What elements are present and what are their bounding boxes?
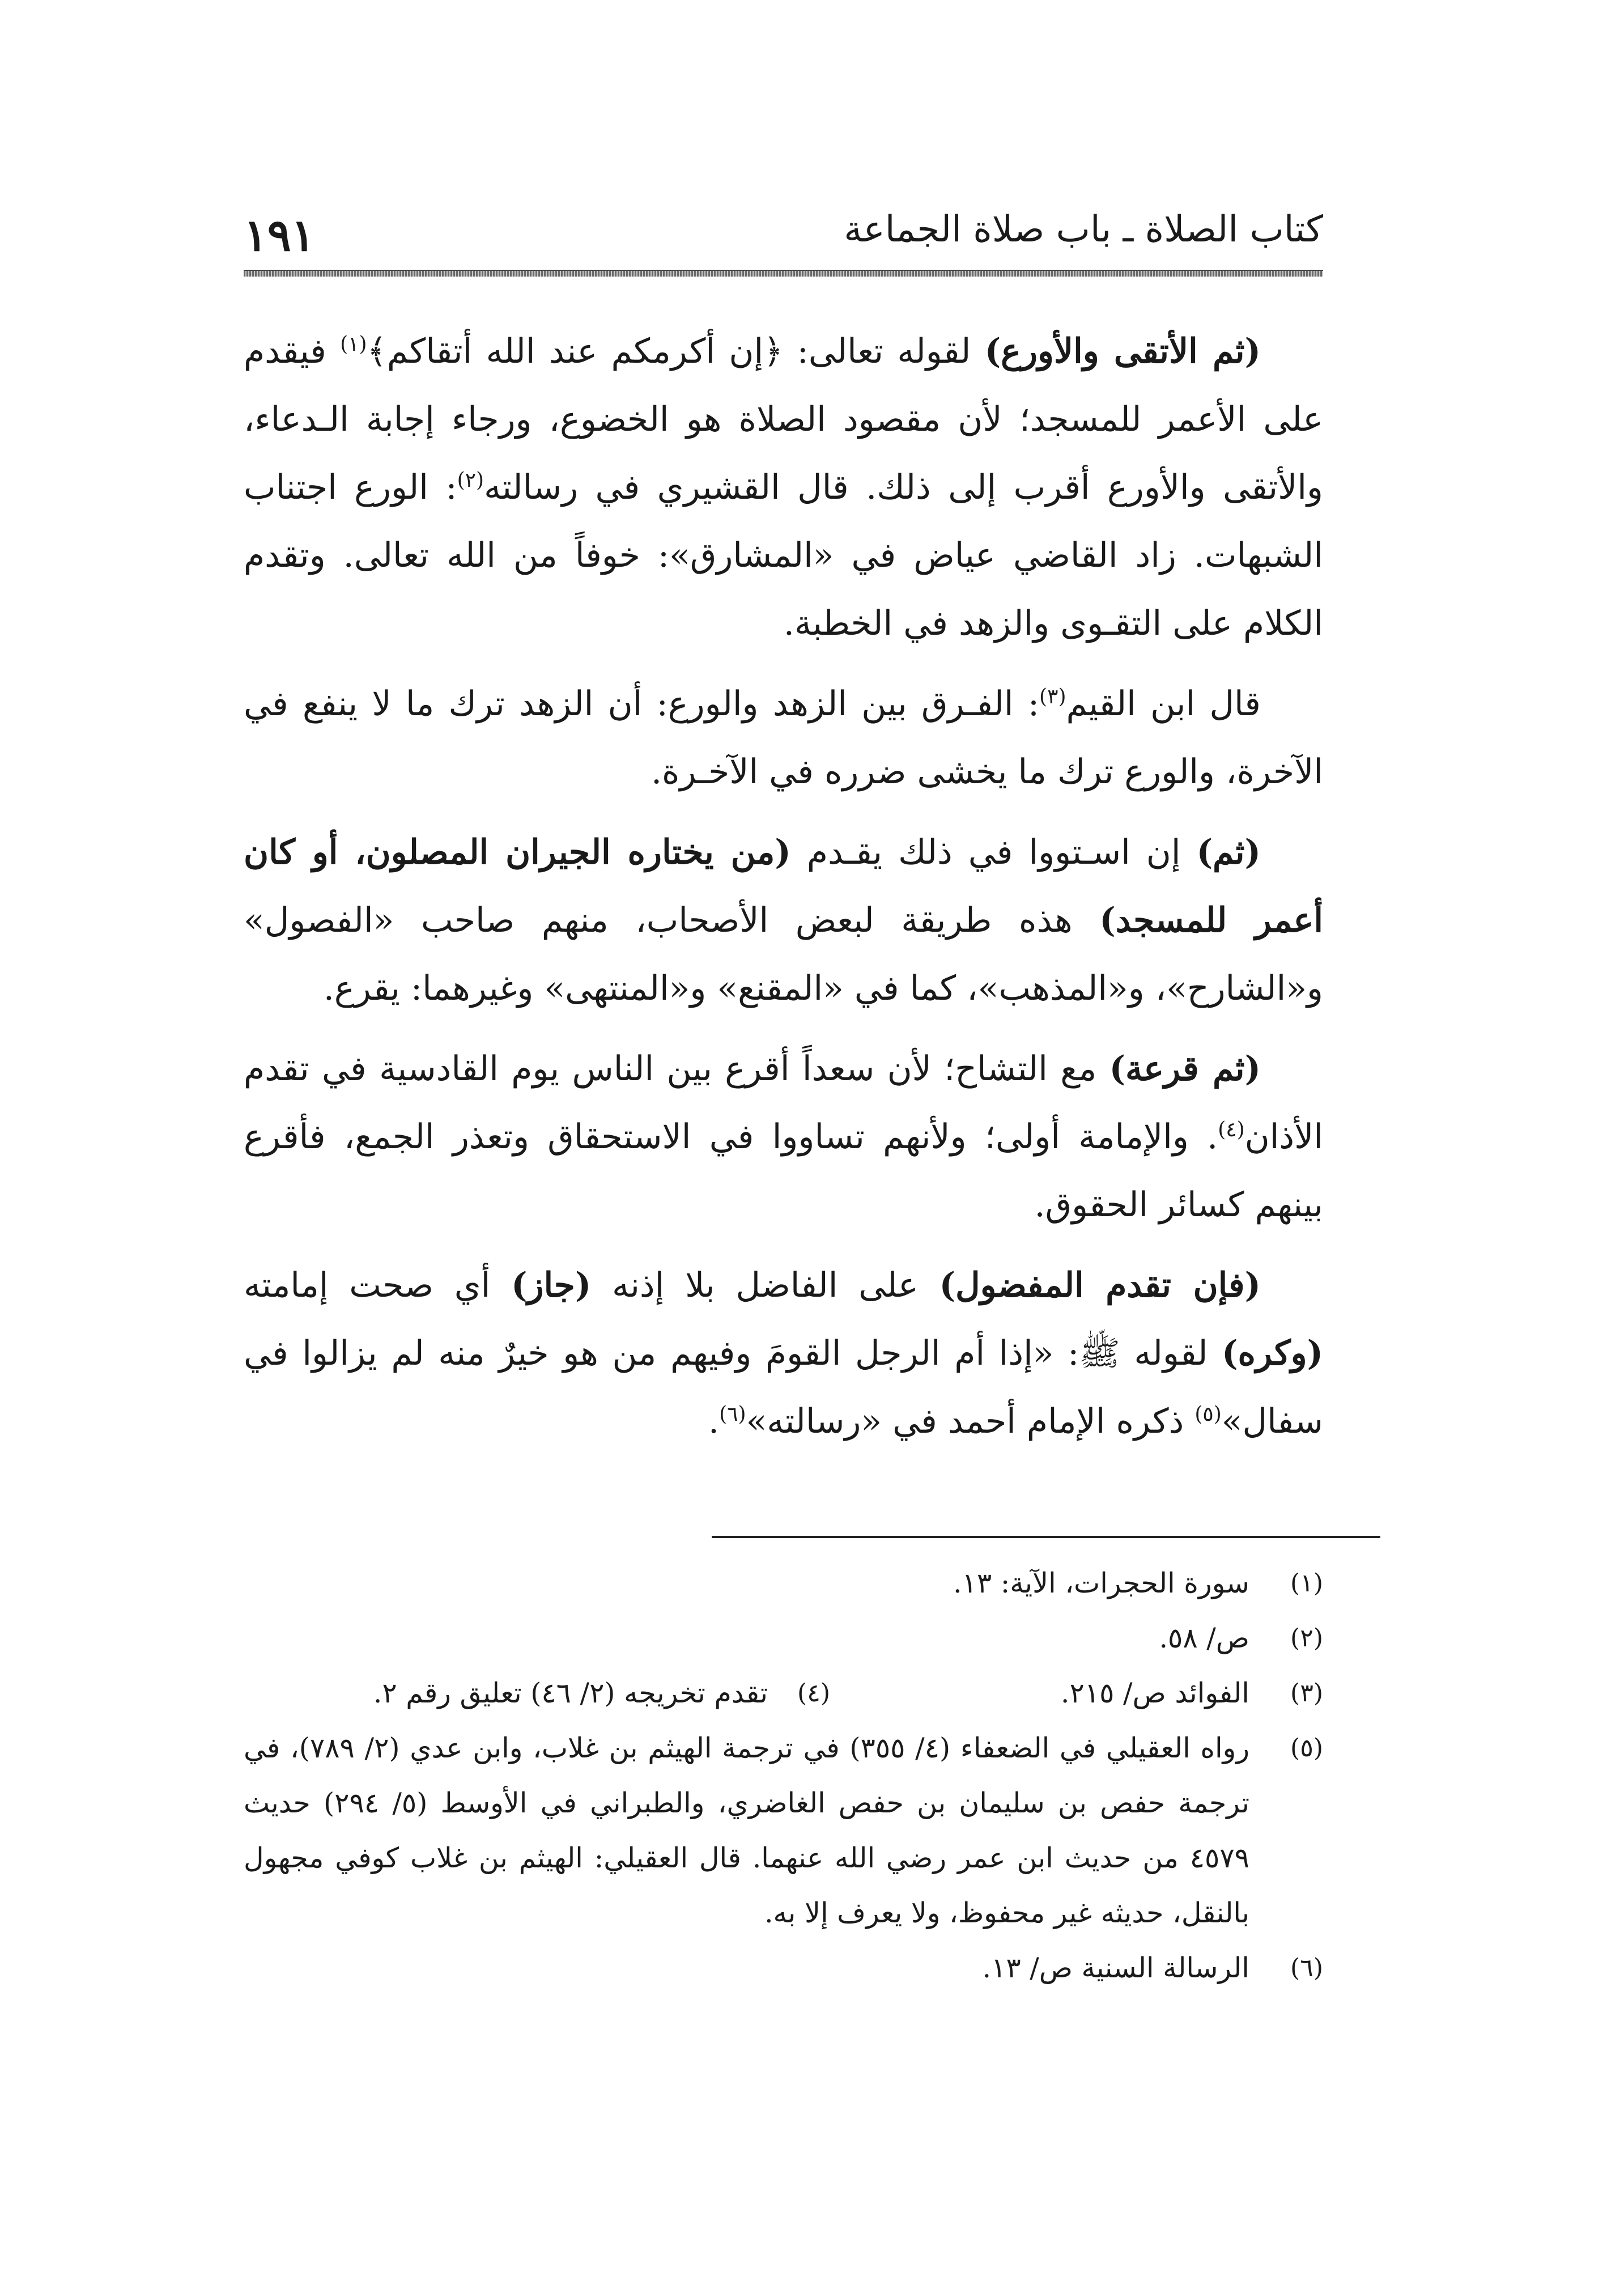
footnote-text: الرسالة السنية ص/ ١٣. [982, 1952, 1249, 1984]
page-number: ١٩١ [244, 210, 315, 261]
footnote-text: ص/ ٥٨. [1159, 1622, 1249, 1654]
bold-phrase: (وكره) [1222, 1334, 1323, 1373]
running-title: كتاب الصلاة ـ باب صلاة الجماعة [844, 209, 1323, 250]
footnote-ref: (١) [340, 333, 367, 356]
footnote-ref: (٥) [1194, 1403, 1222, 1426]
paragraph-5 [244, 1251, 1323, 1455]
text-run: لقوله ﷺ: «إذا أم الرجل القومَ وفيهم من هو خيرٌ منه لم يزالوا في سفال» [244, 1334, 1323, 1441]
footnote-number: (٤) [797, 1679, 830, 1708]
footnote-separator [712, 1536, 1380, 1538]
text-run: . [708, 1402, 720, 1441]
footnote-number: (٣) [1290, 1679, 1323, 1708]
main-text [244, 317, 1323, 1468]
bold-phrase: (فإن تقدم المفضول) [939, 1266, 1261, 1305]
footnote-ref: (٣) [1039, 685, 1066, 708]
paragraph-3 [244, 818, 1323, 1022]
bold-phrase: (جاز) [511, 1266, 592, 1305]
footnote-number: (٦) [1290, 1954, 1323, 1982]
text-run: : الفـرق بين الزهد والورع: أن الزهد ترك ما لا ينفع في الآخرة، والورع ترك ما يخشى ضرره في الآخـرة. [244, 684, 1323, 792]
bold-phrase: (ثم) [1196, 833, 1261, 872]
footnote-5 [244, 1721, 1323, 1940]
footnote-text: تقدم تخريجه (٢/ ٤٦) تعليق رقم ٢. [373, 1677, 768, 1709]
footnote-1 [244, 1556, 1323, 1611]
footnote-number: (٥) [1290, 1734, 1323, 1763]
footnote-3-4 [244, 1666, 1323, 1721]
text-run: أي صحت إمامته [244, 1266, 512, 1305]
footnote-text: سورة الحجرات، الآية: ١٣. [953, 1567, 1249, 1599]
footnote-text: رواه العقيلي في الضعفاء (٤/ ٣٥٥) في ترجمة الهيثم بن غلاب، وابن عدي (٢/ ٧٨٩)، في ترجمة حفص بن سليمان بن حفص الغاضري، والطبراني في الأوسط (٥/ ٢٩٤) حديث ٤٥٧٩ من حديث ابن عمر رضي الله عنهما. قال العقيلي: الهيثم بن غلاب كوفي مجهول بالنقل، حديثه غير محفوظ، ولا يعرف إلا به. [244, 1732, 1249, 1929]
bold-phrase: (ثم الأتقى والأورع) [984, 332, 1261, 371]
text-run: هذه طريقة لبعض الأصحاب، منهم صاحب «الفصول» و«الشارح»، و«المذهب»، كما في «المقنع» و«المنتهى» وغيرهما: يقرع. [244, 901, 1323, 1008]
footnote-ref: (٢) [457, 469, 484, 492]
text-run: لقوله تعالى: ﴿إن أكرمكم عند الله أتقاكم﴾ [367, 332, 985, 371]
text-run: ذكره الإمام أحمد في «رسالته» [746, 1402, 1195, 1441]
paragraph-2 [244, 670, 1323, 806]
paragraph-4 [244, 1035, 1323, 1239]
footnote-ref: (٤) [1218, 1118, 1245, 1141]
footnote-2 [244, 1611, 1323, 1666]
text-run: . والإمامة أولى؛ ولأنهم تساووا في الاستحقاق وتعذر الجمع، فأقرع بينهم كسائر الحقوق. [244, 1117, 1323, 1225]
text-run: فيقدم على الأعمر للمسجد؛ لأن مقصود الصلاة هو الخضوع، ورجاء إجابة الـدعاء، والأتقى والأورع أقرب إلى ذلك. قال القشيري في رسالته [244, 332, 1323, 507]
footnote-number: (١) [1290, 1569, 1323, 1598]
header-divider [244, 270, 1323, 277]
text-run: : الورع اجتناب الشبهات. زاد القاضي عياض في «المشارق»: خوفاً من الله تعالى. وتقدم الكلام على التقـوى والزهد في الخطبة. [244, 468, 1323, 643]
text-run: على الفاضل بلا إذنه [591, 1266, 939, 1305]
text-run: إن اسـتووا في ذلك يقـدم [790, 833, 1197, 872]
footnotes [244, 1556, 1323, 1995]
bold-phrase: (ثم قرعة) [1109, 1049, 1261, 1089]
footnote-number: (٢) [1290, 1624, 1323, 1653]
paragraph-1 [244, 317, 1323, 657]
footnote-text: الفوائد ص/ ٢١٥. [1060, 1677, 1249, 1709]
footnote-6 [244, 1940, 1323, 1995]
text-run: قال ابن القيم [1066, 684, 1261, 724]
bold-phrase: (من يختاره الجيران المصلون، أو كان أعمر للمسجد) [244, 833, 1323, 940]
text-run: مع التشاح؛ لأن سعداً أقرع بين الناس يوم القادسية في تقدم الأذان [244, 1049, 1323, 1157]
footnote-ref: (٦) [719, 1403, 746, 1426]
page-header [244, 204, 1323, 266]
